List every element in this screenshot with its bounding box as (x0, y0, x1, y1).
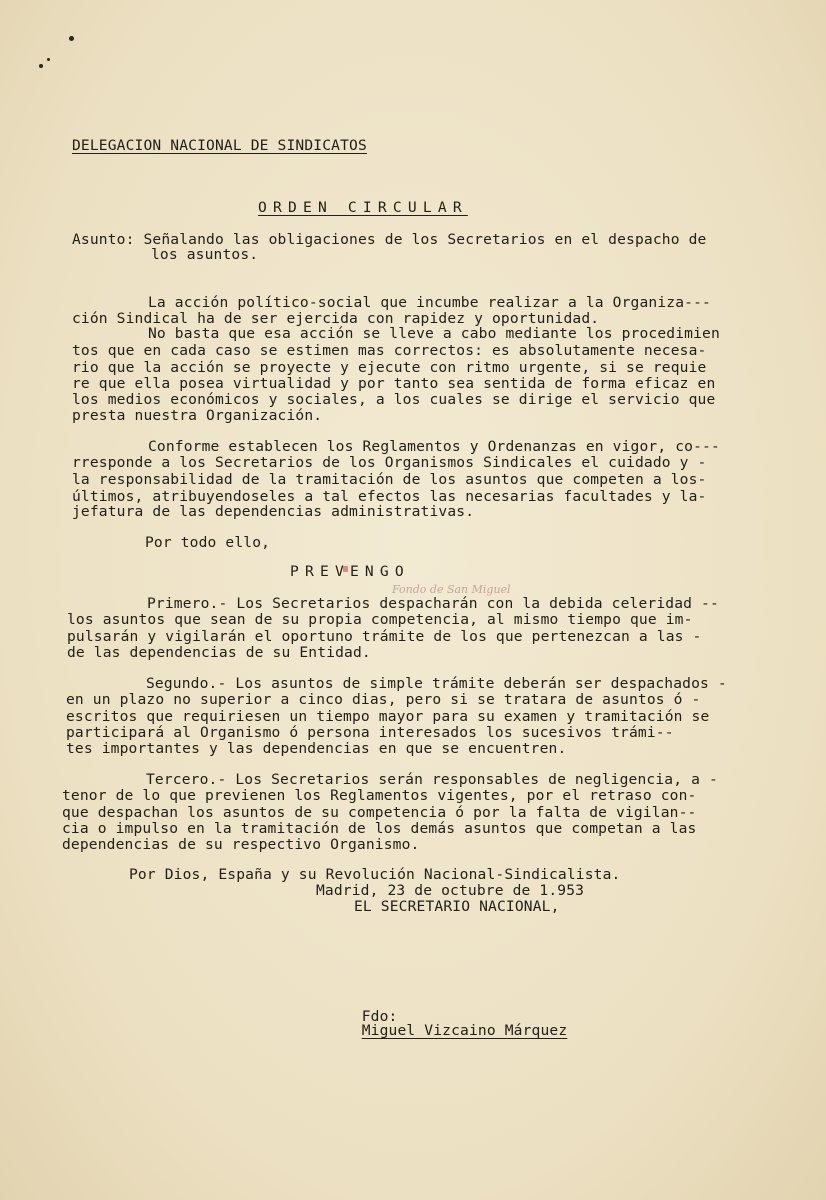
prevengo-heading: PREVENGO (290, 563, 410, 580)
paragraph-line: que despachan los asuntos de su competencia ó por la falta de vigilan-- (62, 804, 697, 821)
paragraph-line: tos que en cada caso se estimen mas correctos: es absolutamente necesa- (72, 342, 707, 359)
paragraph-line: ción Sindical ha de ser ejercida con rapidez y oportunidad. (72, 310, 600, 327)
paragraph-line: la responsabilidad de la tramitación de los asuntos que competen a los- (72, 471, 707, 488)
subject-line: los asuntos. (151, 246, 259, 263)
paragraph-line: Segundo.- Los asuntos de simple trámite deberán ser despachados - (146, 675, 727, 692)
paragraph-line: re que ella posea virtualidad y por tanto sea sentida de forma eficaz en (72, 375, 716, 392)
subject-line: Asunto: Señalando las obligaciones de los Secretarios en el despacho de (72, 231, 707, 248)
document-header: DELEGACION NACIONAL DE SINDICATOS (72, 137, 367, 154)
paragraph-line: jefatura de las dependencias administrativas. (72, 503, 475, 520)
signature-label: Fdo: (361, 1007, 398, 1025)
paragraph-line: dependencias de su respectivo Organismo. (62, 836, 420, 853)
paragraph-line: pulsarán y vigilarán el oportuno trámite de los que pertenezcan a las - (67, 628, 702, 645)
signature-block (326, 995, 567, 1053)
archive-stamp: Fondo de San Miguel (392, 583, 511, 596)
paragraph-line: Conforme establecen los Reglamentos y Ordenanzas en vigor, co--- (148, 438, 720, 455)
paragraph-line: rresponde a los Secretarios de los Organismos Sindicales el cuidado y - (72, 454, 707, 471)
paragraph-line: Primero.- Los Secretarios despacharán con la debida celeridad -- (147, 595, 719, 612)
paragraph-line: presta nuestra Organización. (72, 407, 323, 424)
paragraph-line: participará al Organismo ó persona interesados los sucesivos trámi-- (66, 724, 674, 741)
paragraph-line: los medios económicos y sociales, a los cuales se dirige el servicio que (72, 391, 716, 408)
paragraph-line: tes importantes y las dependencias en que se encuentren. (66, 740, 567, 757)
ink-spot (47, 58, 50, 61)
paragraph-line: últimos, atribuyendoseles a tal efectos las necesarias facultades y la- (72, 488, 707, 505)
signature-name: Miguel Vizcaino Márquez (361, 1022, 568, 1040)
ink-spot (69, 36, 74, 41)
paragraph-line: Por todo ello, (145, 534, 271, 551)
paragraph-line: escritos que requiriesen un tiempo mayor para su examen y tramitación se (66, 708, 710, 725)
paragraph-line: rio que la acción se proyecte y ejecute con ritmo urgente, si se requie (72, 359, 707, 376)
ink-spot (39, 64, 43, 68)
paragraph-line: Tercero.- Los Secretarios serán responsables de negligencia, a - (146, 771, 718, 788)
paragraph-line: de las dependencias de su Entidad. (67, 644, 371, 661)
paragraph-line: tenor de lo que previenen los Reglamentos vigentes, por el retraso con- (62, 787, 697, 804)
paragraph-line: en un plazo no superior a cinco dias, pero si se tratara de asuntos ó - (66, 691, 701, 708)
document-title: ORDEN CIRCULAR (258, 199, 468, 216)
closing-formula: Por Dios, España y su Revolución Nacional-Sindicalista. (129, 866, 621, 883)
paragraph-line: La acción político-social que incumbe realizar a la Organiza--- (148, 294, 711, 311)
paragraph-line: No basta que esa acción se lleve a cabo mediante los procedimien (148, 325, 720, 342)
signatory-title: EL SECRETARIO NACIONAL, (354, 898, 560, 915)
paragraph-line: cia o impulso en la tramitación de los demás asuntos que competan a las (62, 820, 697, 837)
place-date: Madrid, 23 de octubre de 1.953 (316, 882, 585, 899)
paragraph-line: los asuntos que sean de su propia competencia, al mismo tiempo que im- (67, 611, 693, 628)
